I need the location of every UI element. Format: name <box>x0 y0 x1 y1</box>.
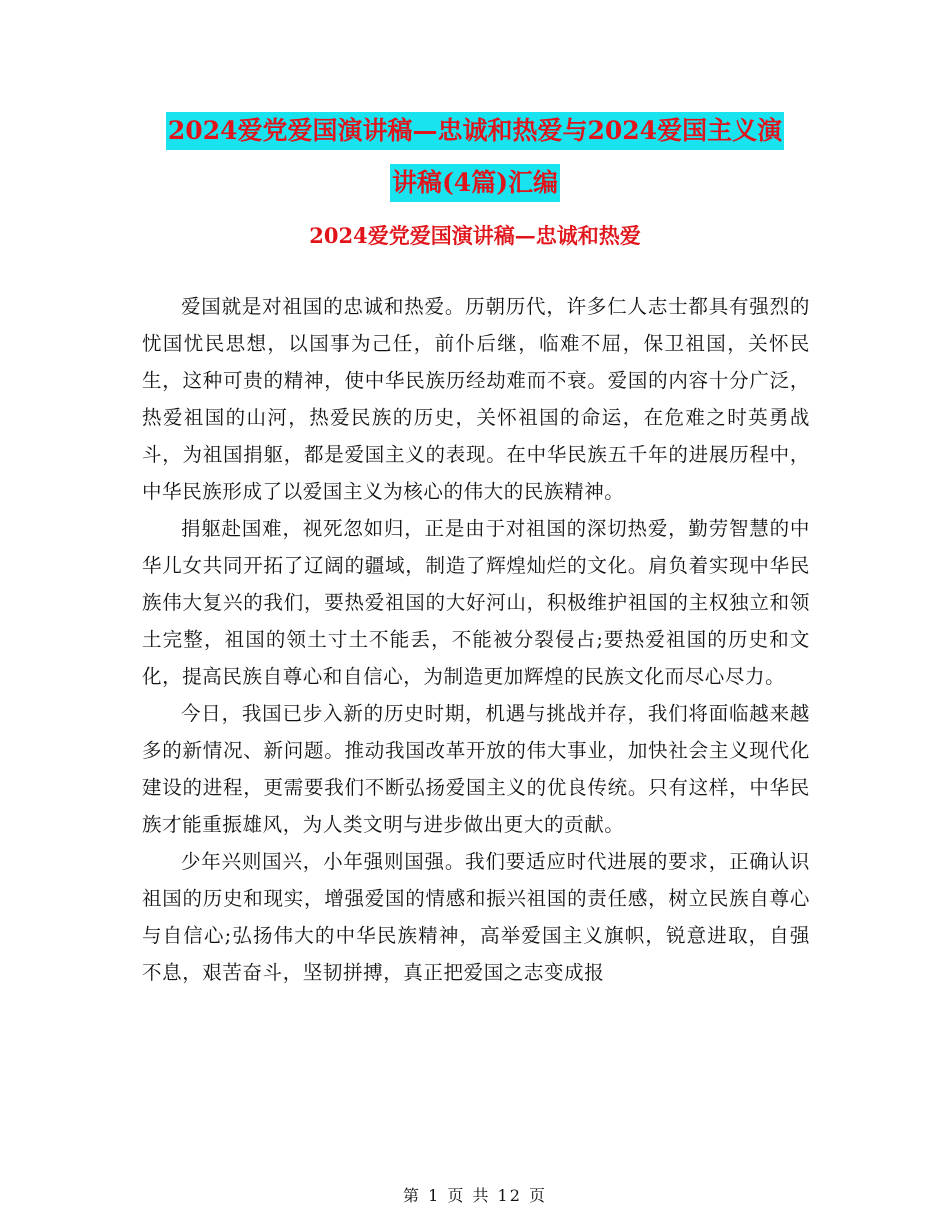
paragraph-1: 爱国就是对祖国的忠诚和热爱。历朝历代，许多仁人志士都具有强烈的忧国忧民思想，以国事为己任，前仆后继，临难不屈，保卫祖国，关怀民生，这种可贵的精神，使中华民族历经劫难而不衰。爱国的内容十分广泛，热爱祖国的山河，热爱民族的历史，关怀祖国的命运，在危难之时英勇战斗，为祖国捐躯，都是爱国主义的表现。在中华民族五千年的进展历程中，中华民族形成了以爱国主义为核心的伟大的民族精神。 <box>142 295 810 503</box>
page-footer: 第 1 页 共 12 页 <box>403 1186 547 1205</box>
paragraph-3: 今日，我国已步入新的历史时期，机遇与挑战并存，我们将面临越来越多的新情况、新问题。推动我国改革开放的伟大事业，加快社会主义现代化建设的进程，更需要我们不断弘扬爱国主义的优良传统。只有这样，中华民族才能重振雄风，为人类文明与进步做出更大的贡献。 <box>142 702 810 836</box>
paragraph-4: 少年兴则国兴，小年强则国强。我们要适应时代进展的要求，正确认识祖国的历史和现实，增强爱国的情感和振兴祖国的责任感，树立民族自尊心与自信心;弘扬伟大的中华民族精神，高举爱国主义旗帜，锐意进取，自强不息，艰苦奋斗，坚韧拼搏，真正把爱国之志变成报 <box>142 850 810 984</box>
document-body <box>142 288 810 991</box>
paragraph-2: 捐躯赴国难，视死忽如归，正是由于对祖国的深切热爱，勤劳智慧的中华儿女共同开拓了辽阔的疆域，制造了辉煌灿烂的文化。肩负着实现中华民族伟大复兴的我们，要热爱祖国的大好河山，积极维护祖国的主权独立和领土完整，祖国的领土寸土不能丢，不能被分裂侵占;要热爱祖国的历史和文化，提高民族自尊心和自信心，为制造更加辉煌的民族文化而尽心尽力。 <box>142 517 810 688</box>
document-title <box>0 112 950 216</box>
title-line-2: 讲稿(4篇)汇编 <box>390 164 560 202</box>
title-line-1: 2024爱党爱国演讲稿—忠诚和热爱与2024爱国主义演 <box>166 112 784 150</box>
section-subtitle: 2024爱党爱国演讲稿—忠诚和热爱 <box>309 223 641 248</box>
